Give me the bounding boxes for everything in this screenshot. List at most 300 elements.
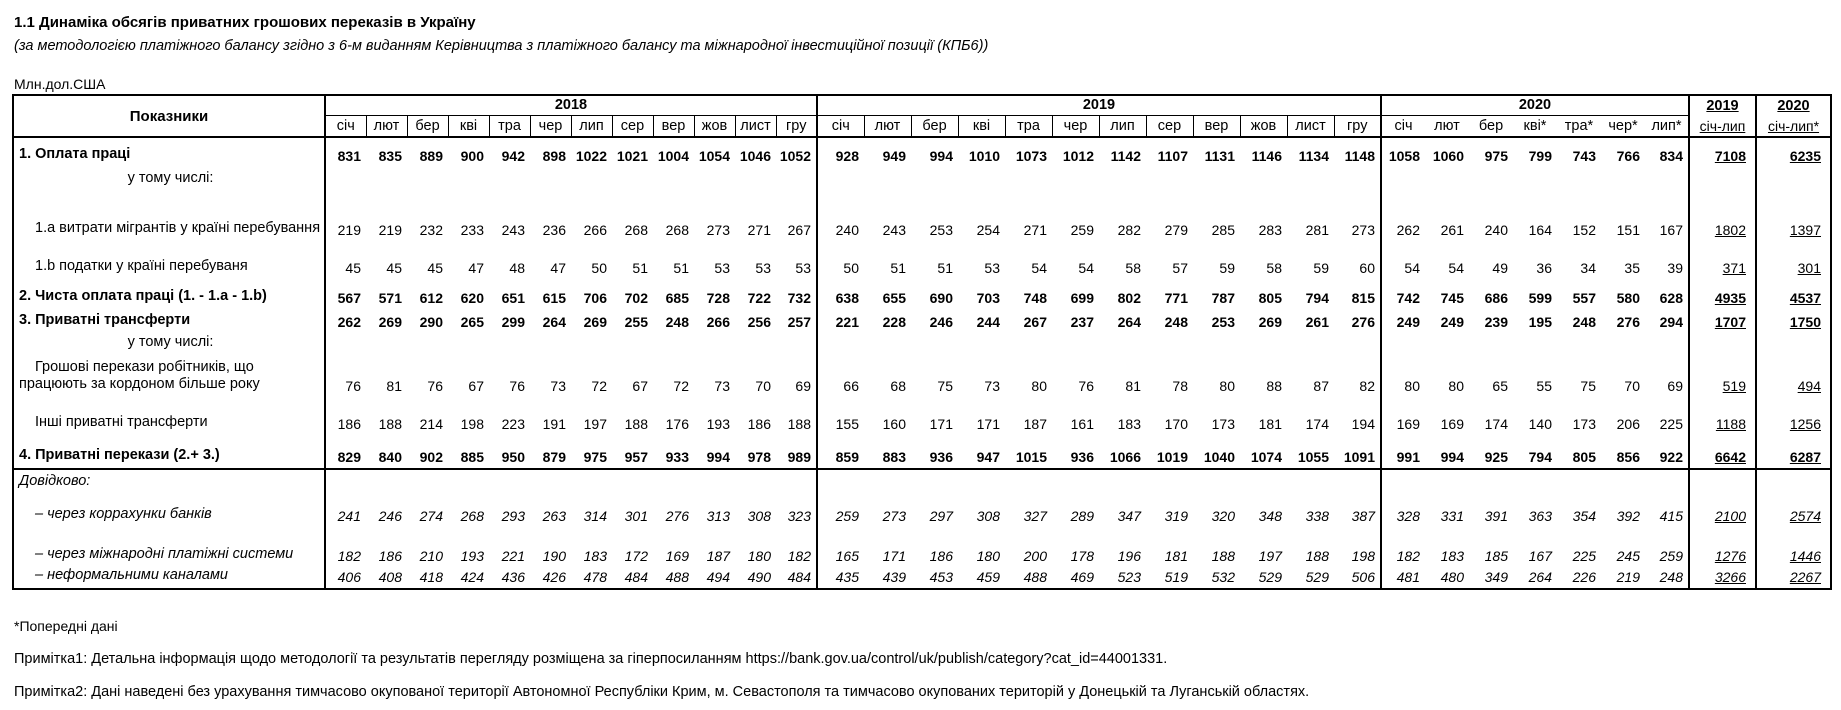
value-cell: 1021 xyxy=(616,148,648,164)
row-label: – неформальними каналами xyxy=(13,567,325,589)
value-cell: 805 xyxy=(1258,290,1282,306)
value-cell: 183 xyxy=(1440,548,1464,564)
value-cell: 182 xyxy=(325,527,366,567)
value-cell: 706 xyxy=(583,290,607,306)
value-cell: 571 xyxy=(378,290,402,306)
value-cell: 936 xyxy=(911,435,958,469)
value-cell: 294 xyxy=(1659,314,1683,330)
value-cell: 742 xyxy=(1381,279,1425,309)
value-cell: 323 xyxy=(787,508,811,524)
value-cell: 76 xyxy=(1078,378,1094,394)
value-cell: 219 xyxy=(325,191,366,241)
total-year-header: 2019 xyxy=(1689,95,1756,115)
value-cell: 308 xyxy=(747,508,771,524)
value-cell: 51 xyxy=(632,260,648,276)
value-cell: 75 xyxy=(1580,378,1596,394)
value-cell: 173 xyxy=(1211,416,1235,432)
month-header: кві* xyxy=(1513,115,1557,137)
total-cell: 301 xyxy=(1756,241,1831,279)
value-cell: 243 xyxy=(501,222,525,238)
value-cell: 314 xyxy=(583,508,607,524)
value-cell: 925 xyxy=(1469,435,1513,469)
value-cell: 490 xyxy=(747,569,771,585)
value-cell: 1058 xyxy=(1381,137,1425,167)
value-cell: 1054 xyxy=(698,148,730,164)
value-cell: 1015 xyxy=(1005,435,1052,469)
value-cell: 73 xyxy=(714,378,730,394)
value-cell: 523 xyxy=(1117,569,1141,585)
value-cell: 47 xyxy=(550,260,566,276)
month-header: січ xyxy=(325,115,366,137)
value-cell: 59 xyxy=(1219,260,1235,276)
value-cell: 171 xyxy=(882,548,906,564)
total-cell: 1256 xyxy=(1756,397,1831,435)
total-cell xyxy=(1689,167,1756,191)
value-cell: 327 xyxy=(1023,508,1047,524)
value-cell: 70 xyxy=(755,378,771,394)
value-cell: 480 xyxy=(1440,569,1464,585)
value-cell: 174 xyxy=(1305,416,1329,432)
value-cell: 787 xyxy=(1211,290,1235,306)
value-cell: 834 xyxy=(1659,148,1683,164)
value-cell: 328 xyxy=(1381,501,1425,527)
value-cell: 290 xyxy=(419,314,443,330)
value-cell: 942 xyxy=(501,148,525,164)
value-cell: 267 xyxy=(787,222,811,238)
value-cell: 254 xyxy=(976,222,1000,238)
value-cell: 169 xyxy=(1440,416,1464,432)
value-cell: 703 xyxy=(976,290,1000,306)
row-label: Грошові перекази робітників, що працюють за кордоном більше року xyxy=(13,353,325,397)
value-cell: 267 xyxy=(1023,314,1047,330)
value-cell: 253 xyxy=(1211,314,1235,330)
value-cell: 186 xyxy=(929,548,953,564)
value-cell: 978 xyxy=(735,435,776,469)
value-cell: 699 xyxy=(1070,290,1094,306)
value-cell: 58 xyxy=(1125,260,1141,276)
value-cell: 268 xyxy=(624,222,648,238)
value-cell: 151 xyxy=(1616,222,1640,238)
value-cell: 53 xyxy=(795,260,811,276)
value-cell: 481 xyxy=(1381,567,1425,589)
value-cell: 58 xyxy=(1266,260,1282,276)
value-cell: 628 xyxy=(1659,290,1683,306)
value-cell: 835 xyxy=(378,148,402,164)
table-row xyxy=(13,137,1831,167)
value-cell: 45 xyxy=(427,260,443,276)
value-cell: 301 xyxy=(624,508,648,524)
total-cell xyxy=(1756,469,1831,501)
month-header: сер xyxy=(612,115,653,137)
value-cell: 210 xyxy=(419,548,443,564)
empty-cell xyxy=(325,167,817,191)
value-cell: 200 xyxy=(1023,548,1047,564)
value-cell: 181 xyxy=(1164,548,1188,564)
month-header: лист xyxy=(735,115,776,137)
value-cell: 67 xyxy=(468,378,484,394)
value-cell: 651 xyxy=(501,290,525,306)
value-cell: 994 xyxy=(1425,435,1469,469)
value-cell: 748 xyxy=(1023,290,1047,306)
value-cell: 255 xyxy=(624,314,648,330)
value-cell: 686 xyxy=(1484,290,1508,306)
row-label: у тому числі: xyxy=(13,167,325,191)
value-cell: 1010 xyxy=(968,148,1000,164)
value-cell: 885 xyxy=(448,435,489,469)
value-cell: 1091 xyxy=(1334,435,1381,469)
value-cell: 54 xyxy=(1078,260,1094,276)
table-row xyxy=(13,241,1831,279)
value-cell: 259 xyxy=(1659,548,1683,564)
value-cell: 435 xyxy=(817,567,864,589)
value-cell: 276 xyxy=(1351,314,1375,330)
value-cell: 51 xyxy=(673,260,689,276)
value-cell: 408 xyxy=(378,569,402,585)
value-cell: 236 xyxy=(542,222,566,238)
value-cell: 261 xyxy=(1305,314,1329,330)
value-cell: 76 xyxy=(427,378,443,394)
row-label: у тому числі: xyxy=(13,333,325,353)
units-label: Млн.дол.США xyxy=(14,76,106,92)
total-cell: 7108 xyxy=(1689,137,1756,167)
row-label: Довідково: xyxy=(13,469,325,501)
value-cell: 226 xyxy=(1572,569,1596,585)
value-cell: 50 xyxy=(591,260,607,276)
value-cell: 259 xyxy=(817,501,864,527)
value-cell: 265 xyxy=(460,314,484,330)
value-cell: 615 xyxy=(542,290,566,306)
table-row xyxy=(13,191,1831,241)
row-label: – через коррахунки банків xyxy=(13,501,325,527)
total-cell: 2267 xyxy=(1756,567,1831,589)
value-cell: 180 xyxy=(747,548,771,564)
month-header: бер xyxy=(407,115,448,137)
value-cell: 221 xyxy=(501,548,525,564)
value-cell: 271 xyxy=(747,222,771,238)
value-cell: 391 xyxy=(1484,508,1508,524)
transfers-table xyxy=(12,94,1832,590)
empty-cell xyxy=(1381,167,1689,191)
value-cell: 54 xyxy=(1031,260,1047,276)
value-cell: 160 xyxy=(882,416,906,432)
month-header: жов xyxy=(1240,115,1287,137)
value-cell: 249 xyxy=(1381,309,1425,333)
total-cell: 1397 xyxy=(1756,191,1831,241)
value-cell: 53 xyxy=(714,260,730,276)
value-cell: 266 xyxy=(706,314,730,330)
value-cell: 1107 xyxy=(1157,148,1188,164)
value-cell: 989 xyxy=(776,435,817,469)
month-header: січ xyxy=(1381,115,1425,137)
total-cell: 371 xyxy=(1689,241,1756,279)
value-cell: 348 xyxy=(1258,508,1282,524)
value-cell: 152 xyxy=(1572,222,1596,238)
value-cell: 187 xyxy=(1023,416,1047,432)
month-header: лют xyxy=(864,115,911,137)
value-cell: 743 xyxy=(1572,148,1596,164)
row-label: Інші приватні трансферти xyxy=(13,397,325,435)
value-cell: 198 xyxy=(460,416,484,432)
value-cell: 248 xyxy=(665,314,689,330)
value-cell: 638 xyxy=(817,279,864,309)
value-cell: 188 xyxy=(624,416,648,432)
value-cell: 859 xyxy=(817,435,864,469)
value-cell: 240 xyxy=(1484,222,1508,238)
value-cell: 259 xyxy=(1070,222,1094,238)
value-cell: 155 xyxy=(817,397,864,435)
total-cell: 1707 xyxy=(1689,309,1756,333)
value-cell: 53 xyxy=(755,260,771,276)
value-cell: 50 xyxy=(817,241,864,279)
value-cell: 240 xyxy=(817,191,864,241)
value-cell: 273 xyxy=(706,222,730,238)
value-cell: 936 xyxy=(1052,435,1099,469)
value-cell: 1004 xyxy=(657,148,689,164)
value-cell: 418 xyxy=(419,569,443,585)
value-cell: 253 xyxy=(929,222,953,238)
value-cell: 949 xyxy=(882,148,906,164)
value-cell: 188 xyxy=(787,416,811,432)
value-cell: 933 xyxy=(653,435,694,469)
total-cell: 1276 xyxy=(1689,527,1756,567)
value-cell: 237 xyxy=(1070,314,1094,330)
value-cell: 174 xyxy=(1484,416,1508,432)
value-cell: 1148 xyxy=(1344,148,1375,164)
value-cell: 436 xyxy=(501,569,525,585)
value-cell: 214 xyxy=(419,416,443,432)
page-subtitle: (за методологією платіжного балансу згідно з 6-м виданням Керівництва з платіжного балансу та міжнародної інвестиційної позиції (КПБ6)) xyxy=(14,38,989,54)
value-cell: 273 xyxy=(882,508,906,524)
empty-cell xyxy=(817,333,1381,353)
value-cell: 690 xyxy=(929,290,953,306)
value-cell: 69 xyxy=(1667,378,1683,394)
value-cell: 176 xyxy=(665,416,689,432)
value-cell: 898 xyxy=(542,148,566,164)
month-header: лип xyxy=(1099,115,1146,137)
value-cell: 285 xyxy=(1211,222,1235,238)
value-cell: 802 xyxy=(1117,290,1141,306)
month-header: січ xyxy=(817,115,864,137)
month-header: тра xyxy=(1005,115,1052,137)
note-2: Примітка2: Дані наведені без урахування тимчасово окупованої території Автономної Республіки Крим, м. Севастополя та тимчасово окупованих територій у Донецькій та Луганській областях. xyxy=(14,684,1310,700)
value-cell: 51 xyxy=(937,260,953,276)
row-label: 4. Приватні перекази (2.+ 3.) xyxy=(13,435,325,469)
value-cell: 188 xyxy=(378,416,402,432)
value-cell: 180 xyxy=(976,548,1000,564)
value-cell: 140 xyxy=(1528,416,1552,432)
row-label: 1.b податки у країні перебуваня xyxy=(13,241,325,279)
value-cell: 766 xyxy=(1616,148,1640,164)
total-cell: 4537 xyxy=(1756,279,1831,309)
value-cell: 567 xyxy=(325,279,366,309)
value-cell: 257 xyxy=(787,314,811,330)
value-cell: 745 xyxy=(1440,290,1464,306)
value-cell: 256 xyxy=(747,314,771,330)
value-cell: 36 xyxy=(1536,260,1552,276)
total-cell: 6287 xyxy=(1756,435,1831,469)
value-cell: 415 xyxy=(1659,508,1683,524)
year-group-header: 2018 xyxy=(325,95,817,115)
value-cell: 805 xyxy=(1557,435,1601,469)
value-cell: 392 xyxy=(1616,508,1640,524)
row-label: 3. Приватні трансферти xyxy=(13,309,325,333)
empty-cell xyxy=(1381,333,1689,353)
month-header: лют xyxy=(1425,115,1469,137)
table-row xyxy=(13,397,1831,435)
value-cell: 87 xyxy=(1313,378,1329,394)
value-cell: 51 xyxy=(890,260,906,276)
total-cell: 1446 xyxy=(1756,527,1831,567)
value-cell: 928 xyxy=(817,137,864,167)
value-cell: 831 xyxy=(325,137,366,167)
value-cell: 947 xyxy=(958,435,1005,469)
value-cell: 188 xyxy=(1305,548,1329,564)
value-cell: 529 xyxy=(1258,569,1282,585)
value-cell: 219 xyxy=(378,222,402,238)
table-row xyxy=(13,527,1831,567)
value-cell: 194 xyxy=(1351,416,1375,432)
value-cell: 268 xyxy=(665,222,689,238)
value-cell: 66 xyxy=(817,353,864,397)
page-title: 1.1 Динаміка обсягів приватних грошових переказів в Україну xyxy=(14,14,476,31)
table-row xyxy=(13,469,1831,501)
value-cell: 197 xyxy=(583,416,607,432)
value-cell: 248 xyxy=(1659,569,1683,585)
value-cell: 1142 xyxy=(1110,148,1141,164)
value-cell: 363 xyxy=(1528,508,1552,524)
value-cell: 1146 xyxy=(1251,148,1282,164)
value-cell: 338 xyxy=(1305,508,1329,524)
value-cell: 722 xyxy=(747,290,771,306)
total-cell xyxy=(1689,333,1756,353)
value-cell: 1055 xyxy=(1287,435,1334,469)
value-cell: 262 xyxy=(325,309,366,333)
value-cell: 274 xyxy=(419,508,443,524)
value-cell: 171 xyxy=(929,416,953,432)
value-cell: 1074 xyxy=(1240,435,1287,469)
value-cell: 54 xyxy=(1448,260,1464,276)
value-cell: 950 xyxy=(489,435,530,469)
value-cell: 1019 xyxy=(1146,435,1193,469)
total-period-header: січ-лип xyxy=(1689,115,1756,137)
value-cell: 243 xyxy=(882,222,906,238)
preliminary-data-footnote: *Попередні дані xyxy=(14,618,118,634)
month-header: гру xyxy=(1334,115,1381,137)
value-cell: 829 xyxy=(325,435,366,469)
value-cell: 246 xyxy=(929,314,953,330)
total-cell: 6642 xyxy=(1689,435,1756,469)
value-cell: 182 xyxy=(787,548,811,564)
month-header: чер xyxy=(530,115,571,137)
month-header: сер xyxy=(1146,115,1193,137)
value-cell: 161 xyxy=(1070,416,1094,432)
value-cell: 922 xyxy=(1645,435,1689,469)
value-cell: 245 xyxy=(1616,548,1640,564)
value-cell: 34 xyxy=(1580,260,1596,276)
value-cell: 69 xyxy=(795,378,811,394)
value-cell: 196 xyxy=(1117,548,1141,564)
value-cell: 1046 xyxy=(739,148,771,164)
value-cell: 248 xyxy=(1164,314,1188,330)
value-cell: 276 xyxy=(665,508,689,524)
value-cell: 206 xyxy=(1616,416,1640,432)
total-cell: 3266 xyxy=(1689,567,1756,589)
value-cell: 172 xyxy=(624,548,648,564)
value-cell: 219 xyxy=(1616,569,1640,585)
value-cell: 193 xyxy=(460,548,484,564)
value-cell: 65 xyxy=(1492,378,1508,394)
value-cell: 80 xyxy=(1031,378,1047,394)
value-cell: 81 xyxy=(1125,378,1141,394)
value-cell: 856 xyxy=(1601,435,1645,469)
value-cell: 299 xyxy=(501,314,525,330)
value-cell: 82 xyxy=(1359,378,1375,394)
value-cell: 459 xyxy=(976,569,1000,585)
month-header: вер xyxy=(1193,115,1240,137)
value-cell: 223 xyxy=(501,416,525,432)
indicators-header: Показники xyxy=(13,95,325,137)
value-cell: 488 xyxy=(1023,569,1047,585)
empty-cell xyxy=(325,469,817,501)
value-cell: 169 xyxy=(1381,397,1425,435)
value-cell: 426 xyxy=(542,569,566,585)
value-cell: 80 xyxy=(1219,378,1235,394)
month-header: лип* xyxy=(1645,115,1689,137)
value-cell: 181 xyxy=(1258,416,1282,432)
value-cell: 75 xyxy=(937,378,953,394)
value-cell: 580 xyxy=(1616,290,1640,306)
value-cell: 276 xyxy=(1616,314,1640,330)
value-cell: 48 xyxy=(509,260,525,276)
row-label: – через міжнародні платіжні системи xyxy=(13,527,325,567)
value-cell: 889 xyxy=(419,148,443,164)
month-header: тра xyxy=(489,115,530,137)
row-label: 1.a витрати мігрантів у країні перебування xyxy=(13,191,325,241)
value-cell: 975 xyxy=(1484,148,1508,164)
value-cell: 994 xyxy=(929,148,953,164)
value-cell: 239 xyxy=(1484,314,1508,330)
value-cell: 1131 xyxy=(1204,148,1235,164)
month-header: кві xyxy=(448,115,489,137)
value-cell: 55 xyxy=(1536,378,1552,394)
value-cell: 264 xyxy=(1528,569,1552,585)
value-cell: 164 xyxy=(1528,222,1552,238)
value-cell: 183 xyxy=(583,548,607,564)
month-header: чер xyxy=(1052,115,1099,137)
total-cell: 1750 xyxy=(1756,309,1831,333)
month-header: жов xyxy=(694,115,735,137)
value-cell: 347 xyxy=(1117,508,1141,524)
value-cell: 900 xyxy=(460,148,484,164)
value-cell: 469 xyxy=(1070,569,1094,585)
total-cell: 1188 xyxy=(1689,397,1756,435)
value-cell: 289 xyxy=(1070,508,1094,524)
total-cell xyxy=(1756,167,1831,191)
value-cell: 241 xyxy=(325,501,366,527)
month-header: кві xyxy=(958,115,1005,137)
value-cell: 78 xyxy=(1172,378,1188,394)
value-cell: 439 xyxy=(882,569,906,585)
value-cell: 354 xyxy=(1572,508,1596,524)
month-header: бер xyxy=(911,115,958,137)
value-cell: 248 xyxy=(1572,314,1596,330)
total-cell: 1802 xyxy=(1689,191,1756,241)
total-cell: 494 xyxy=(1756,353,1831,397)
value-cell: 45 xyxy=(386,260,402,276)
total-period-header: січ-лип* xyxy=(1756,115,1831,137)
value-cell: 313 xyxy=(706,508,730,524)
value-cell: 702 xyxy=(624,290,648,306)
